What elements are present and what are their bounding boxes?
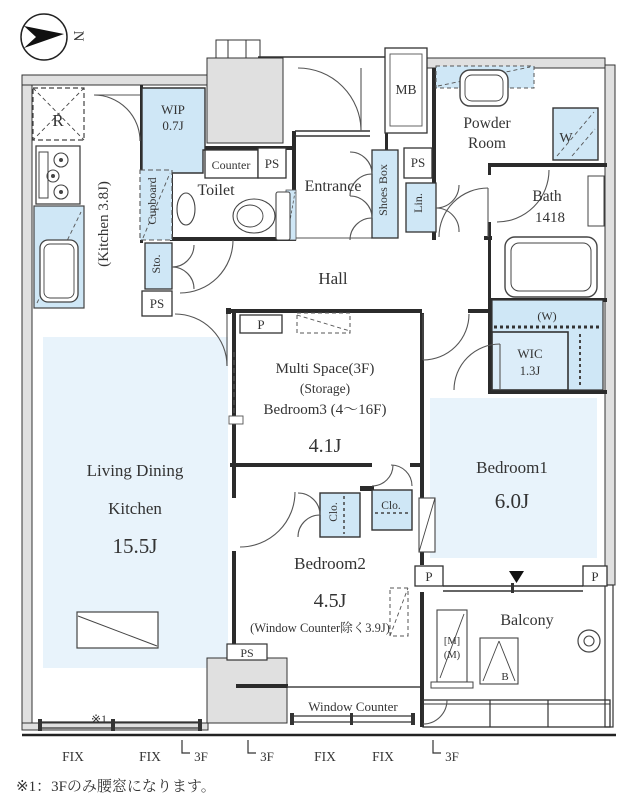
wall bbox=[230, 463, 372, 467]
meter-label-1: [M] bbox=[443, 636, 461, 647]
toilet-fixtures bbox=[177, 192, 290, 240]
bedroom1-floor bbox=[430, 398, 597, 558]
bedroom1-door-arc bbox=[423, 314, 469, 360]
ps-label-2: PS bbox=[410, 155, 426, 170]
multi-storage-diag bbox=[297, 315, 350, 331]
ps-label-3: PS bbox=[149, 296, 165, 311]
fix-label-2: FIX bbox=[139, 749, 161, 764]
wall bbox=[488, 167, 491, 175]
closet-left-arc bbox=[298, 493, 320, 515]
south-center-wall bbox=[207, 658, 287, 723]
bedroom2-note-label: (Window Counter除く3.9J) bbox=[250, 621, 390, 635]
burner-dot bbox=[59, 158, 63, 162]
bath-size-label: 1418 bbox=[535, 210, 565, 226]
powder-bath-fixtures bbox=[436, 66, 604, 297]
sto-label: Sto. bbox=[149, 254, 163, 274]
wip-size-label: 0.7J bbox=[162, 118, 184, 133]
multi-label-1: Multi Space(3F) bbox=[275, 361, 375, 377]
powder-label-1: Powder bbox=[463, 115, 511, 132]
balcony-label: Balcony bbox=[500, 612, 554, 629]
east-wall bbox=[605, 65, 615, 585]
stove bbox=[36, 146, 80, 204]
closet-right-arc2 bbox=[391, 465, 412, 486]
wall bbox=[230, 309, 422, 313]
wip-label: WIP bbox=[161, 102, 185, 117]
drain-icon bbox=[578, 630, 600, 652]
bedroom2-dashed-diag bbox=[390, 588, 408, 636]
wic-box bbox=[492, 332, 568, 390]
compass bbox=[21, 14, 86, 60]
p-label-right: P bbox=[591, 569, 599, 584]
washer-label: W bbox=[559, 131, 573, 146]
bedroom2-door-arc bbox=[240, 492, 295, 547]
counter-label: Counter bbox=[211, 158, 251, 172]
closet-left bbox=[320, 493, 360, 537]
refrigerator-label: R bbox=[52, 111, 64, 130]
porch-step bbox=[216, 40, 260, 58]
ldk-size-label: 15.5J bbox=[112, 534, 158, 558]
fix-label-1: FIX bbox=[62, 749, 84, 764]
f3-label-3: 3F bbox=[445, 749, 459, 764]
powder-door-arc bbox=[439, 188, 488, 237]
fix-label-3: FIX bbox=[314, 749, 336, 764]
bedroom2-size-label: 4.5J bbox=[313, 590, 347, 612]
f3-label-2: 3F bbox=[260, 749, 274, 764]
entrance-door-arc bbox=[298, 68, 361, 131]
p-label-multi: P bbox=[257, 317, 265, 332]
closet-right-arc bbox=[372, 465, 393, 486]
multi-label-2: (Storage) bbox=[299, 381, 351, 396]
storage-door-arc bbox=[172, 245, 194, 267]
fix-label-4: FIX bbox=[372, 749, 394, 764]
window-tick bbox=[511, 583, 514, 593]
p-label-left: P bbox=[425, 569, 433, 584]
ldk-label-1: Living Dining bbox=[86, 461, 184, 480]
toilet-bowl bbox=[233, 199, 275, 233]
meter-base bbox=[431, 682, 473, 688]
wic-w-label: (W) bbox=[537, 309, 557, 323]
bathtub bbox=[505, 237, 597, 297]
entrance-label: Entrance bbox=[304, 178, 362, 195]
bedroom1-size-label: 6.0J bbox=[494, 489, 530, 513]
storage-door-arc2 bbox=[172, 267, 194, 289]
closet-left-label: Clo. bbox=[328, 502, 340, 522]
shoesbox-door-arc3 bbox=[350, 196, 372, 218]
powder-label-2: Room bbox=[468, 135, 506, 152]
tick-3f-3 bbox=[433, 740, 441, 753]
multi-storage-dashed bbox=[297, 313, 350, 333]
tick-3f-1 bbox=[182, 740, 190, 753]
burner-dot bbox=[59, 190, 63, 194]
shoesbox-door-arc bbox=[350, 152, 372, 174]
multi-size-label: 4.1J bbox=[308, 435, 342, 457]
multi-label-3: Bedroom3 (4～16F) bbox=[263, 402, 387, 418]
kitchen-sink bbox=[40, 240, 78, 302]
linen-door-arc bbox=[436, 185, 459, 208]
bedroom1-label: Bedroom1 bbox=[476, 458, 548, 477]
window-annotations bbox=[62, 740, 459, 764]
ldk-label-2: Kitchen bbox=[108, 499, 162, 518]
linen-label: Lin. bbox=[411, 193, 425, 213]
hall-label: Hall bbox=[318, 269, 348, 288]
cupboard-label: Cupboard bbox=[145, 177, 159, 225]
toilet-door-arc bbox=[180, 240, 233, 293]
wall bbox=[236, 684, 288, 688]
compass-n-label: N bbox=[70, 30, 86, 42]
kome1-marker: ※1 bbox=[90, 712, 108, 726]
wic-size-label: 1.3J bbox=[519, 364, 541, 378]
shoesbox-door-arc4 bbox=[350, 218, 372, 240]
balcony-railing bbox=[423, 700, 610, 727]
bath-niche bbox=[588, 176, 604, 226]
tick-3f-2 bbox=[248, 740, 256, 753]
kitchen-label: (Kitchen 3.8J) bbox=[96, 181, 112, 267]
table bbox=[77, 612, 158, 648]
f3-label-1: 3F bbox=[194, 749, 208, 764]
wic-label: WIC bbox=[517, 346, 543, 361]
porch-wall bbox=[207, 58, 283, 143]
west-wall bbox=[22, 75, 32, 723]
mb-label: MB bbox=[395, 82, 417, 97]
wall bbox=[232, 551, 236, 659]
burner-dot bbox=[51, 174, 55, 178]
toilet-sink bbox=[177, 193, 195, 225]
kitchen-door-arc bbox=[94, 95, 140, 141]
closet-left-arc2 bbox=[298, 515, 320, 537]
toilet-label: Toilet bbox=[197, 182, 235, 199]
entry-direction-triangle bbox=[509, 571, 524, 583]
toilet-tank bbox=[276, 192, 290, 240]
bedroom2-label: Bedroom2 bbox=[294, 554, 366, 573]
footnote: ※1：3Fのみ腰窓になります。 bbox=[16, 779, 216, 795]
hatch-label: B bbox=[501, 671, 509, 683]
meter-label-2: (M) bbox=[443, 650, 461, 661]
bath-label: Bath bbox=[532, 188, 562, 205]
north-west-wall bbox=[22, 75, 207, 85]
ps-label-1: PS bbox=[264, 156, 280, 171]
wall bbox=[488, 163, 607, 167]
closet-right-label: Clo. bbox=[381, 500, 401, 512]
multi-pocket bbox=[229, 416, 243, 424]
ps-label-4: PS bbox=[240, 646, 254, 660]
window-counter-label: Window Counter bbox=[308, 699, 398, 714]
evacuation-hatch bbox=[480, 638, 518, 684]
balcony-east-wall bbox=[605, 585, 613, 727]
shoesbox-label: Shoes Box bbox=[376, 164, 390, 216]
